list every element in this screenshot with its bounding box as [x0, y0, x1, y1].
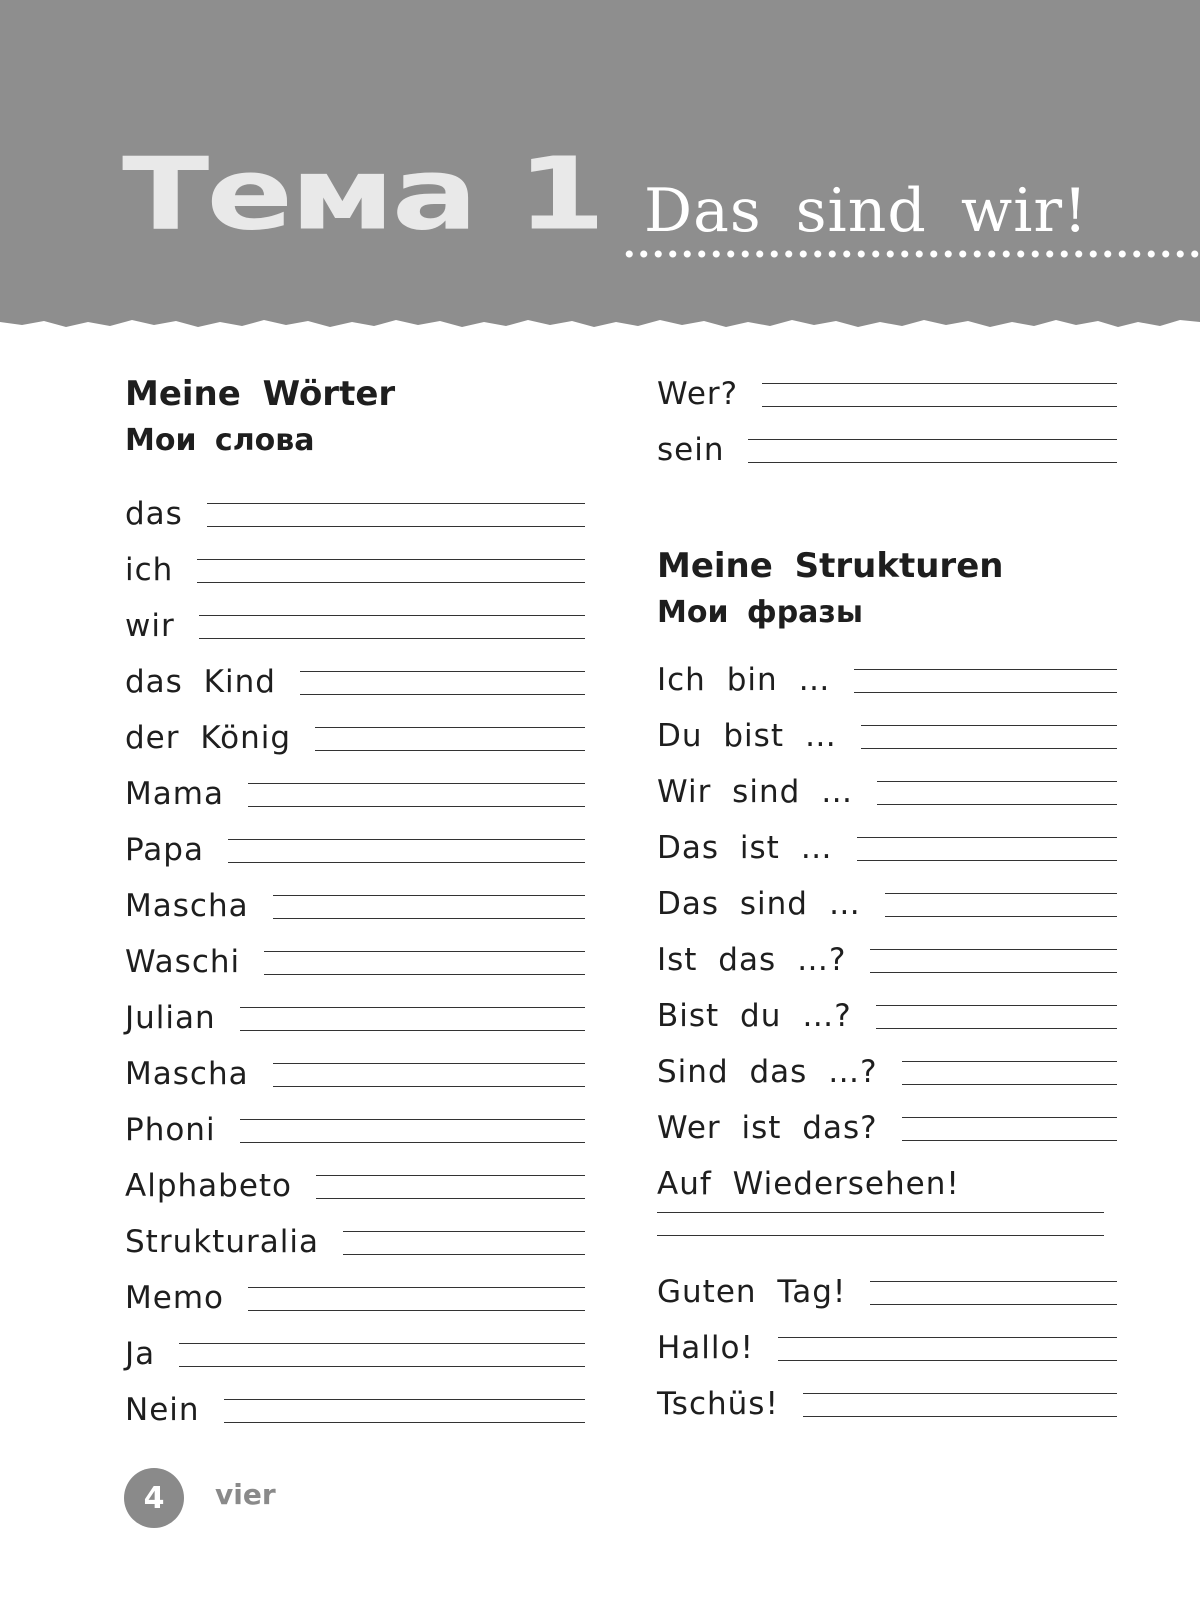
writing-lines[interactable]: [870, 949, 1117, 973]
phrase-label: Guten Tag!: [657, 1274, 847, 1310]
writing-lines[interactable]: [762, 383, 1117, 407]
writing-lines[interactable]: [657, 1212, 1104, 1236]
word-label: sein: [657, 432, 725, 468]
word-label: Mama: [125, 776, 224, 812]
word-label: Julian: [125, 1000, 216, 1036]
word-label: Ja: [125, 1336, 156, 1372]
word-row: [125, 760, 585, 816]
phrase-label: Wir sind …: [657, 774, 854, 810]
word-row: [125, 1376, 585, 1432]
writing-lines[interactable]: [199, 615, 585, 639]
word-label: Memo: [125, 1280, 224, 1316]
word-row: [125, 1152, 585, 1208]
word-label: Mascha: [125, 888, 249, 924]
phrase-row: [657, 758, 1117, 814]
writing-lines[interactable]: [343, 1231, 585, 1255]
writing-lines[interactable]: [264, 951, 585, 975]
words-section-title: Meine Wörter: [125, 374, 396, 414]
phrase-row: [657, 1150, 1117, 1206]
writing-lines[interactable]: [315, 727, 585, 751]
phrase-row: [657, 870, 1117, 926]
word-label: Phoni: [125, 1112, 216, 1148]
word-label: das: [125, 496, 183, 532]
phrase-label: Sind das …?: [657, 1054, 878, 1090]
writing-lines[interactable]: [876, 1005, 1117, 1029]
writing-lines[interactable]: [248, 783, 585, 807]
writing-lines[interactable]: [228, 839, 585, 863]
writing-lines[interactable]: [885, 893, 1117, 917]
writing-lines[interactable]: [803, 1393, 1117, 1417]
writing-lines[interactable]: [197, 559, 585, 583]
word-label: Strukturalia: [125, 1224, 319, 1260]
writing-lines[interactable]: [300, 671, 585, 695]
phrase-label: Ist das …?: [657, 942, 847, 978]
phrase-row: [657, 926, 1117, 982]
word-label: Papa: [125, 832, 204, 868]
writing-lines[interactable]: [179, 1343, 585, 1367]
word-label: Mascha: [125, 1056, 249, 1092]
word-row: [125, 1208, 585, 1264]
page-number-badge: 4: [124, 1468, 184, 1528]
phrase-row: [657, 982, 1117, 1038]
word-row: [125, 1320, 585, 1376]
word-row: [125, 480, 585, 536]
word-label: Waschi: [125, 944, 241, 980]
writing-lines[interactable]: [902, 1117, 1117, 1141]
word-row: [657, 360, 1117, 416]
phrase-row: [657, 1094, 1117, 1150]
phrase-label: Das ist …: [657, 830, 833, 866]
writing-lines[interactable]: [224, 1399, 585, 1423]
word-label: ich: [125, 552, 174, 588]
writing-lines[interactable]: [778, 1337, 1117, 1361]
writing-lines[interactable]: [857, 837, 1117, 861]
writing-lines[interactable]: [207, 503, 585, 527]
page-number-word: vier: [215, 1478, 276, 1511]
writing-lines[interactable]: [316, 1175, 585, 1199]
phrase-row: [657, 1370, 1117, 1426]
word-row: [657, 416, 1117, 472]
phrase-row: [657, 1314, 1117, 1370]
writing-lines[interactable]: [240, 1119, 585, 1143]
words-section-subtitle: Мои слова: [125, 423, 315, 458]
word-label: das Kind: [125, 664, 276, 700]
word-row: [125, 984, 585, 1040]
phrase-row: [657, 1038, 1117, 1094]
phrase-label: Auf Wiedersehen!: [657, 1166, 960, 1202]
structures-section-title: Meine Strukturen: [657, 546, 1004, 586]
phrase-label: Du bist …: [657, 718, 837, 754]
phrase-label: Tschüs!: [657, 1386, 779, 1422]
structures-section-subtitle: Мои фразы: [657, 595, 863, 630]
word-label: Nein: [125, 1392, 200, 1428]
phrase-label: Hallo!: [657, 1330, 754, 1366]
writing-lines[interactable]: [861, 725, 1117, 749]
writing-lines[interactable]: [902, 1061, 1117, 1085]
word-row: [125, 816, 585, 872]
word-row: [125, 592, 585, 648]
writing-lines[interactable]: [273, 1063, 585, 1087]
structures-column: [657, 368, 1117, 1426]
topic-header: [0, 0, 1200, 345]
word-row: [125, 1040, 585, 1096]
writing-lines[interactable]: [248, 1287, 585, 1311]
phrase-row: [657, 1258, 1117, 1314]
word-label: Wer?: [657, 376, 739, 412]
writing-lines[interactable]: [240, 1007, 585, 1031]
word-row: [125, 1264, 585, 1320]
word-label: der König: [125, 720, 292, 756]
writing-lines[interactable]: [273, 895, 585, 919]
word-row: [125, 872, 585, 928]
topic-subtitle: Das sind wir!: [644, 176, 1089, 246]
writing-lines[interactable]: [870, 1281, 1117, 1305]
topic-title: Тема 1: [122, 136, 603, 253]
writing-lines[interactable]: [854, 669, 1117, 693]
word-label: Alphabeto: [125, 1168, 293, 1204]
phrase-row: [657, 814, 1117, 870]
phrase-label: Wer ist das?: [657, 1110, 878, 1146]
words-column: [125, 368, 585, 1432]
dotted-underline: [622, 248, 1200, 260]
phrase-row: [657, 702, 1117, 758]
word-row: [125, 1096, 585, 1152]
word-row: [125, 704, 585, 760]
word-row: [125, 928, 585, 984]
word-row: [125, 648, 585, 704]
writing-lines[interactable]: [877, 781, 1117, 805]
phrase-label: Ich bin …: [657, 662, 831, 698]
word-label: wir: [125, 608, 175, 644]
phrase-label: Bist du …?: [657, 998, 852, 1034]
phrase-row: [657, 646, 1117, 702]
word-row: [125, 536, 585, 592]
phrase-label: Das sind …: [657, 886, 861, 922]
writing-lines[interactable]: [748, 439, 1117, 463]
